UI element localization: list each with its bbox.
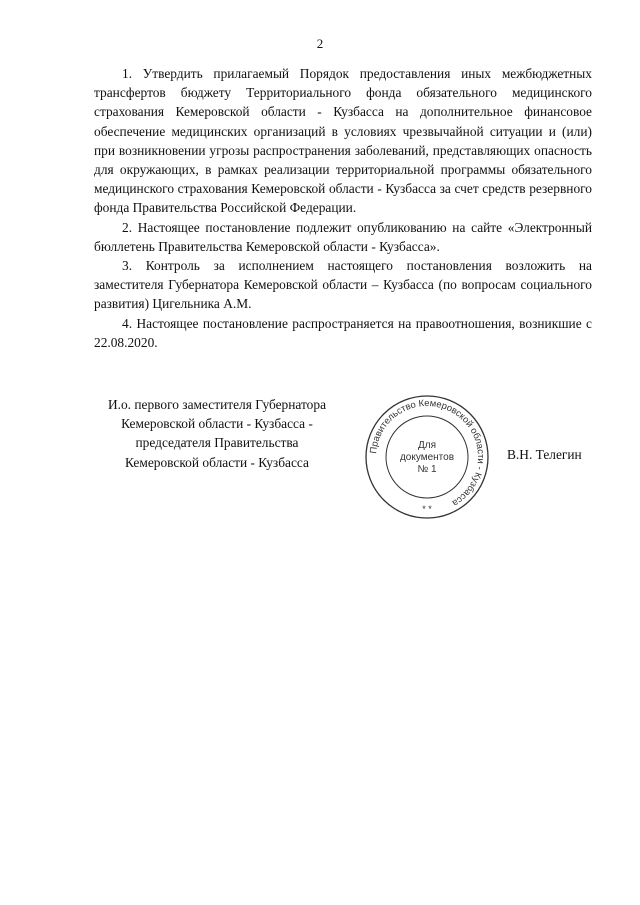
paragraph-3: 3. Контроль за исполнением настоящего постановления возложить на заместителя Губернатора Кемеровской области – Кузбасса (по вопросам социального развития) Цигельника А.М. (94, 258, 592, 312)
seal-center-line-1: Для (417, 440, 437, 451)
signature-line-3: председателя Правительства (135, 435, 299, 451)
signature-position (88, 395, 346, 472)
signer-name: В.Н. Телегин (507, 447, 582, 462)
page-number: 2 (316, 36, 324, 51)
paragraph-4: 4. Настоящее постановление распространяется на правоотношения, возникшие с 22.08.2020. (94, 315, 592, 350)
paragraph-1: 1. Утвердить прилагаемый Порядок предоставления иных межбюджетных трансфертов бюджету Территориального фонда обязательного медицинского страхования Кемеровской области - Кузбасса на дополнительное финансовое обеспечение медицинских организаций в условиях чрезвычайной ситуации и (или) при возникновении угрозы распространения заболеваний, представляющих опасность для окружающих, в рамках реализации территориальной программы обязательного медицинского страхования Кемеровской области - Кузбасса за счет средств резервного фонда Правительства Российской Федерации. (94, 66, 592, 216)
seal-graphic (364, 394, 490, 520)
seal-center-line-2: документов (399, 452, 455, 463)
paragraph-2: 2. Настоящее постановление подлежит опубликованию на сайте «Электронный бюллетень Правительства Кемеровской области - Кузбасса». (94, 219, 592, 254)
seal-center-line-3: № 1 (417, 464, 437, 475)
signature-line-1: И.о. первого заместителя Губернатора (107, 397, 327, 412)
seal-ring-textpath: Правительство Кемеровской области - Кузбасса (367, 396, 488, 510)
official-seal (364, 394, 490, 520)
signature-line-2: Кемеровской области - Кузбасса - (121, 416, 313, 432)
document-body (94, 64, 592, 352)
seal-stars: * * (422, 504, 432, 514)
signature-line-4: Кемеровской области - Кузбасса (125, 454, 309, 470)
